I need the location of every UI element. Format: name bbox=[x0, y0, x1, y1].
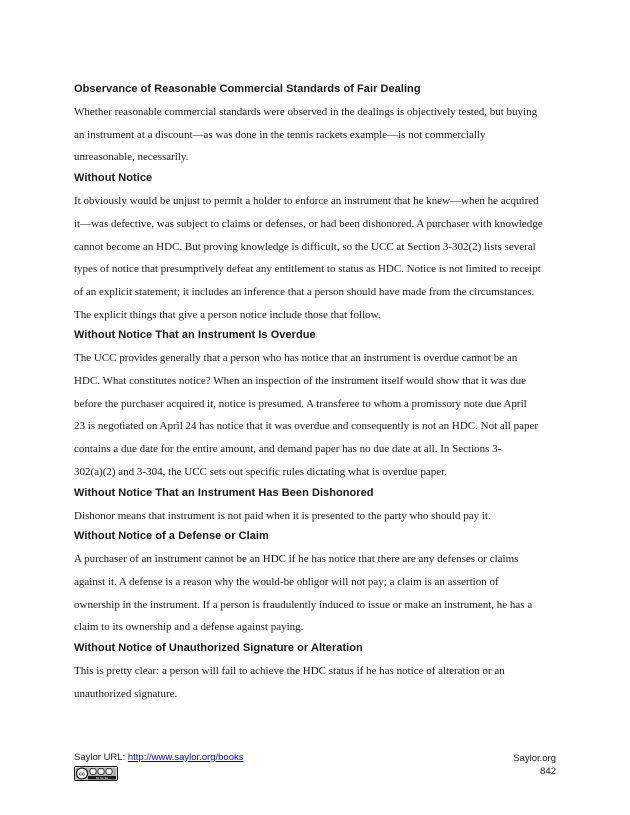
page-number: 842 bbox=[540, 766, 556, 777]
section-body-defense-claim bbox=[74, 548, 556, 639]
creative-commons-license-icon[interactable] bbox=[74, 766, 118, 781]
section-body-dishonored bbox=[74, 505, 556, 528]
body-line: an instrument at a discount—as was done in the tennis rackets example—is not commercially bbox=[74, 128, 486, 141]
body-line: It obviously would be unjust to permit a holder to enforce an instrument that he knew—when he acquired bbox=[74, 195, 539, 208]
page-content bbox=[74, 80, 556, 705]
section-heading-without-notice: Without Notice bbox=[74, 172, 153, 185]
body-line: The UCC provides generally that a person who has notice that an instrument is overdue cannot be an bbox=[74, 352, 518, 365]
body-line: 302(a)(2) and 3-304, the UCC sets out specific rules dictating what is overdue paper. bbox=[74, 465, 447, 478]
footer-url-prefix: Saylor URL: bbox=[74, 752, 128, 763]
svg-text:cc: cc bbox=[78, 771, 86, 778]
footer-source bbox=[74, 752, 244, 763]
section-heading-defense-claim: Without Notice of a Defense or Claim bbox=[74, 530, 269, 543]
body-line: before the purchaser acquired it, notice is presumed. A transferee to whom a promissory note due April bbox=[74, 397, 527, 410]
body-line: The explicit things that give a person notice include those that follow. bbox=[74, 308, 381, 321]
body-line: unauthorized signature. bbox=[74, 687, 178, 700]
body-line: HDC. What constitutes notice? When an inspection of the instrument itself would show that it was due bbox=[74, 375, 527, 388]
body-line: A purchaser of an instrument cannot be an HDC if he has notice that there are any defenses or claims bbox=[74, 553, 519, 566]
body-line: 23 is negotiated on April 24 has notice that it was overdue and consequently is not an HDC. Not all paper bbox=[74, 420, 539, 433]
body-line: cannot become an HDC. But proving knowledge is difficult, so the UCC at Section 3-302(2) lists several bbox=[74, 240, 536, 253]
body-line: Whether reasonable commercial standards were observed in the dealings is objectively tested, but buying bbox=[74, 106, 538, 118]
section-body-unauthorized bbox=[74, 660, 556, 705]
footer-page-info bbox=[513, 752, 556, 778]
body-line: Dishonor means that instrument is not paid when it is presented to the party who should pay it. bbox=[74, 509, 491, 522]
section-heading-fair-dealing: Observance of Reasonable Commercial Standards of Fair Dealing bbox=[74, 83, 421, 95]
body-line: it—was defective, was subject to claims or defenses, or had been dishonored. A purchaser with knowledge bbox=[74, 217, 543, 230]
section-heading-dishonored: Without Notice That an Instrument Has Been Dishonored bbox=[74, 486, 374, 499]
section-body-overdue bbox=[74, 347, 556, 483]
section-body-fair-dealing bbox=[74, 101, 556, 169]
section-body-without-notice bbox=[74, 190, 556, 326]
body-line: of an explicit statement; it includes an inference that a person should have made from the circumstances. bbox=[74, 285, 535, 298]
body-line: claim to its ownership and a defense against paying. bbox=[74, 621, 304, 634]
body-line: unreasonable, necessarily. bbox=[74, 151, 189, 164]
body-line: contains a due date for the entire amount, and demand paper has no due date at all. In Sections 3- bbox=[74, 443, 502, 456]
body-line: against it. A defense is a reason why the would-be obligor will not pay; a claim is an assertion of bbox=[74, 575, 499, 588]
body-line: This is pretty clear: a person will fail to achieve the HDC status if he has notice of alteration or an bbox=[74, 665, 505, 678]
footer-site: Saylor.org bbox=[513, 753, 556, 764]
section-heading-unauthorized: Without Notice of Unauthorized Signature or Alteration bbox=[74, 642, 363, 655]
saylor-books-link[interactable]: http://www.saylor.org/books bbox=[127, 752, 244, 763]
license-badge-text: BY NC SA bbox=[95, 776, 109, 780]
section-heading-overdue: Without Notice That an Instrument Is Overdue bbox=[74, 329, 316, 342]
body-line: ownership in the instrument. If a person is fraudulently induced to issue or make an instrument, he has a bbox=[74, 598, 533, 611]
body-line: types of notice that presumptively defeat any entitlement to status as HDC. Notice is not limited to receipt bbox=[74, 263, 541, 276]
